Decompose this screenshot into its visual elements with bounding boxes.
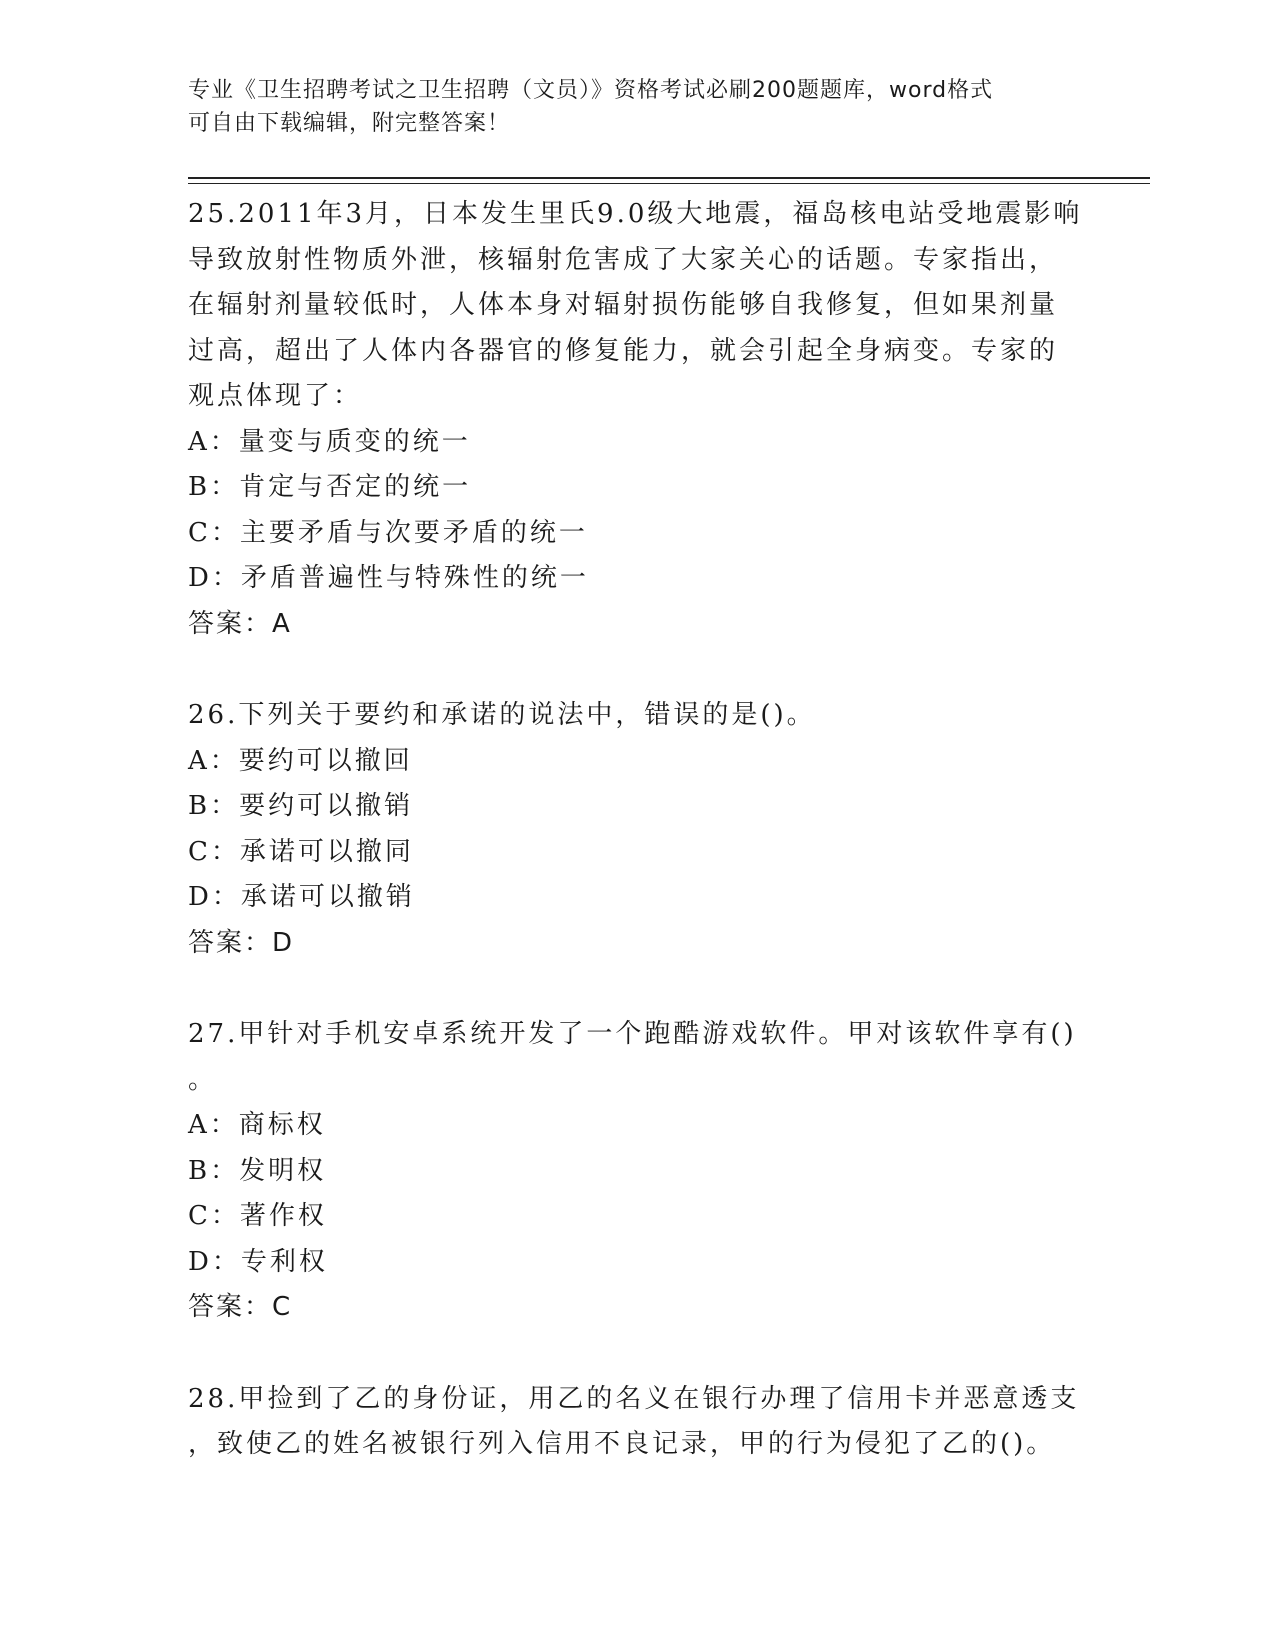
question-28 [188, 1377, 1088, 1468]
option-a: A：要约可以撤回 [188, 745, 413, 776]
question-stem-line: 在辐射剂量较低时，人体本身对辐射损伤能够自我修复，但如果剂量 [188, 290, 1059, 320]
question-stem-line: 25.2011年3月，日本发生里氏9.0级大地震，福岛核电站受地震影响 [188, 199, 1083, 229]
question-stem-line: ，致使乙的姓名被银行列入信用不良记录，甲的行为侵犯了乙的()。 [188, 1429, 1056, 1459]
question-stem-line: 26.下列关于要约和承诺的说法中，错误的是()。 [188, 700, 816, 730]
option-c: C：著作权 [188, 1201, 327, 1231]
question-stem-line: 导致放射性物质外泄，核辐射危害成了大家关心的话题。专家指出， [188, 244, 1059, 275]
option-a: A：量变与质变的统一 [188, 426, 471, 457]
header-divider-thick [188, 177, 1150, 179]
question-stem-line: 27.甲针对手机安卓系统开发了一个跑酷游戏软件。甲对该软件享有() [188, 1019, 1077, 1049]
answer-line: 答案：D [188, 927, 295, 958]
question-26 [188, 693, 1088, 966]
question-spacer [188, 647, 1088, 693]
question-spacer [188, 1331, 1088, 1377]
option-b: B：发明权 [188, 1155, 327, 1186]
option-d: D：矛盾普遍性与特殊性的统一 [188, 563, 589, 593]
header-divider-thin [188, 183, 1150, 184]
option-a: A：商标权 [188, 1110, 326, 1140]
option-d: D：承诺可以撤销 [188, 882, 415, 912]
option-b: B：要约可以撤销 [188, 791, 414, 821]
question-list [188, 192, 1088, 1468]
answer-line: 答案：C [188, 1292, 293, 1322]
option-b: B：肯定与否定的统一 [188, 472, 472, 502]
option-d: D：专利权 [188, 1246, 328, 1277]
question-stem-line: 。 [188, 1064, 218, 1095]
document-header [188, 74, 1068, 140]
header-line-2: 可自由下载编辑，附完整答案！ [188, 111, 511, 136]
header-line-1: 专业《卫生招聘考试之卫生招聘（文员）》资格考试必刷200题题库，word格式 [188, 78, 994, 103]
option-c: C：主要矛盾与次要矛盾的统一 [188, 517, 588, 548]
question-stem-line: 过高，超出了人体内各器官的修复能力，就会引起全身病变。专家的 [188, 335, 1059, 366]
option-c: C：承诺可以撤同 [188, 836, 414, 867]
question-stem-line: 28.甲捡到了乙的身份证，用乙的名义在银行办理了信用卡并恶意透支 [188, 1383, 1080, 1414]
question-spacer [188, 966, 1088, 1012]
question-stem-line: 观点体现了： [188, 381, 363, 411]
question-25 [188, 192, 1088, 647]
question-27 [188, 1012, 1088, 1331]
answer-line: 答案：A [188, 608, 292, 639]
